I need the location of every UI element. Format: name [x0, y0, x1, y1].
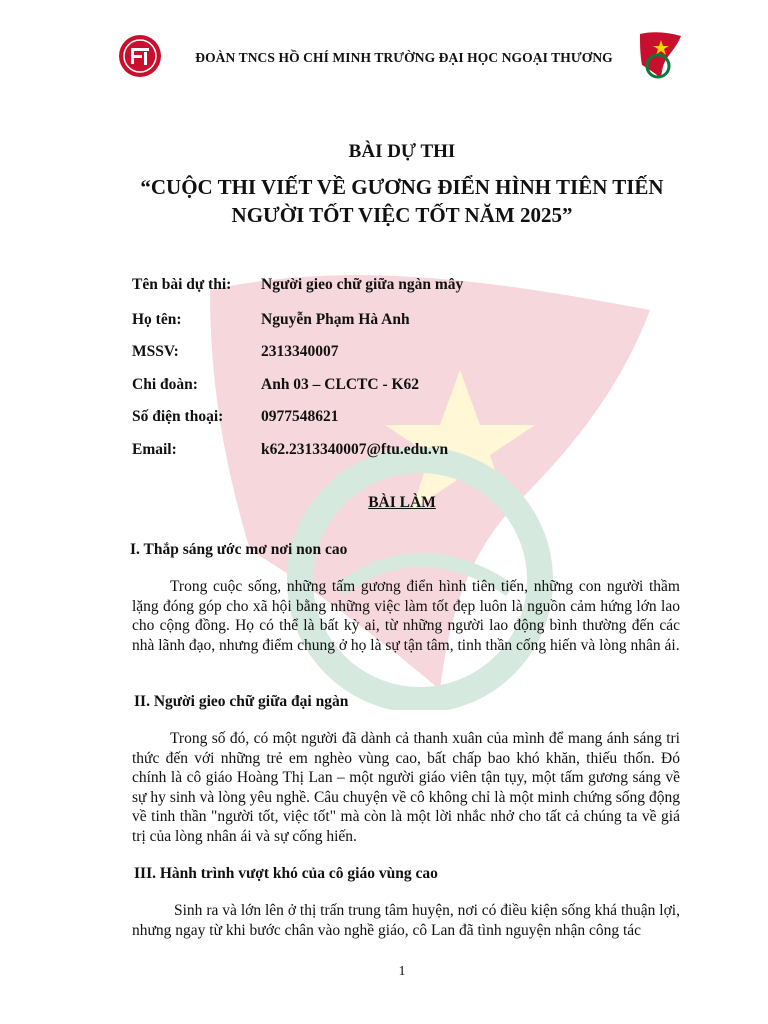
paragraph-1-text: Trong cuộc sống, những tấm gương điển hình tiên tiến, những con người thầm lặng đóng góp cho xã hội bằng những việc làm tốt đẹp luôn là nguồn cảm hứng lớn lao cho cộng đồng. Họ có thể là bất kỳ ai, từ những người lao động bình thường đến các nhà lãnh đạo, nhưng điểm chung ở họ là sự tận tâm, tinh thần cống hiến và lòng nhân ái.: [132, 578, 680, 654]
info-value: Nguyễn Phạm Hà Anh: [261, 311, 410, 328]
page-number: 1: [398, 964, 406, 979]
document-title: BÀI DỰ THI: [348, 141, 456, 162]
paragraph-3: [132, 901, 680, 940]
info-label: Số điện thoại:: [132, 408, 224, 425]
contest-name: [0, 173, 768, 229]
paragraph-2: [132, 729, 680, 846]
info-label: Họ tên:: [132, 311, 182, 328]
info-label: MSSV:: [132, 343, 179, 360]
info-row-phone: [132, 408, 339, 426]
section-heading-3: III. Hành trình vượt khó của cô giáo vùng cao: [134, 865, 438, 882]
info-value: k62.2313340007@ftu.edu.vn: [261, 441, 449, 458]
info-row-entry-title: [132, 276, 463, 294]
info-value: 2313340007: [261, 343, 339, 360]
info-label: Email:: [132, 441, 177, 458]
paragraph-3-text: Sinh ra và lớn lên ở thị trấn trung tâm huyện, nơi có điều kiện sống khá thuận lợi, nhưng ngay từ khi bước chân vào nghề giáo, cô Lan đã tình nguyện nhận công tác: [132, 902, 680, 939]
info-label: Chi đoàn:: [132, 376, 198, 393]
youth-union-logo-icon: [637, 30, 683, 80]
info-label: Tên bài dự thi:: [132, 276, 232, 293]
info-row-email: [132, 441, 448, 459]
paragraph-2-text: Trong số đó, có một người đã dành cả thanh xuân của mình để mang ánh sáng tri thức đến với những trẻ em nghèo vùng cao, bất chấp bao khó khăn, thiếu thốn. Đó chính là cô giáo Hoàng Thị Lan – một người giáo viên tận tụy, một tấm gương sáng về sự hy sinh và lòng yêu nghề. Câu chuyện về cô không chỉ là một minh chứng sống động về tinh thần "người tốt, việc tốt" mà còn là một lời nhắc nhở cho tất cả chúng ta về giá trị của lòng nhân ái và sự cống hiến.: [132, 730, 680, 845]
contest-name-line-2: NGƯỜI TỐT VIỆC TỐT NĂM 2025”: [231, 203, 573, 227]
info-value: 0977548621: [261, 408, 339, 425]
info-row-full-name: [132, 311, 410, 329]
paragraph-1: [132, 577, 680, 655]
header-org-name: ĐOÀN TNCS HỒ CHÍ MINH TRƯỜNG ĐẠI HỌC NGOẠI THƯƠNG: [195, 50, 613, 65]
info-row-student-id: [132, 343, 339, 361]
section-heading-2: II. Người gieo chữ giữa đại ngàn: [134, 693, 349, 710]
contest-name-line-1: “CUỘC THI VIẾT VỀ GƯƠNG ĐIỂN HÌNH TIÊN TIẾN: [140, 175, 664, 199]
info-row-branch: [132, 376, 419, 394]
info-value: Người gieo chữ giữa ngàn mây: [261, 276, 464, 293]
info-value: Anh 03 – CLCTC - K62: [261, 376, 420, 393]
section-heading-1: I. Thắp sáng ước mơ nơi non cao: [130, 541, 348, 558]
section-title: BÀI LÀM: [368, 494, 436, 511]
